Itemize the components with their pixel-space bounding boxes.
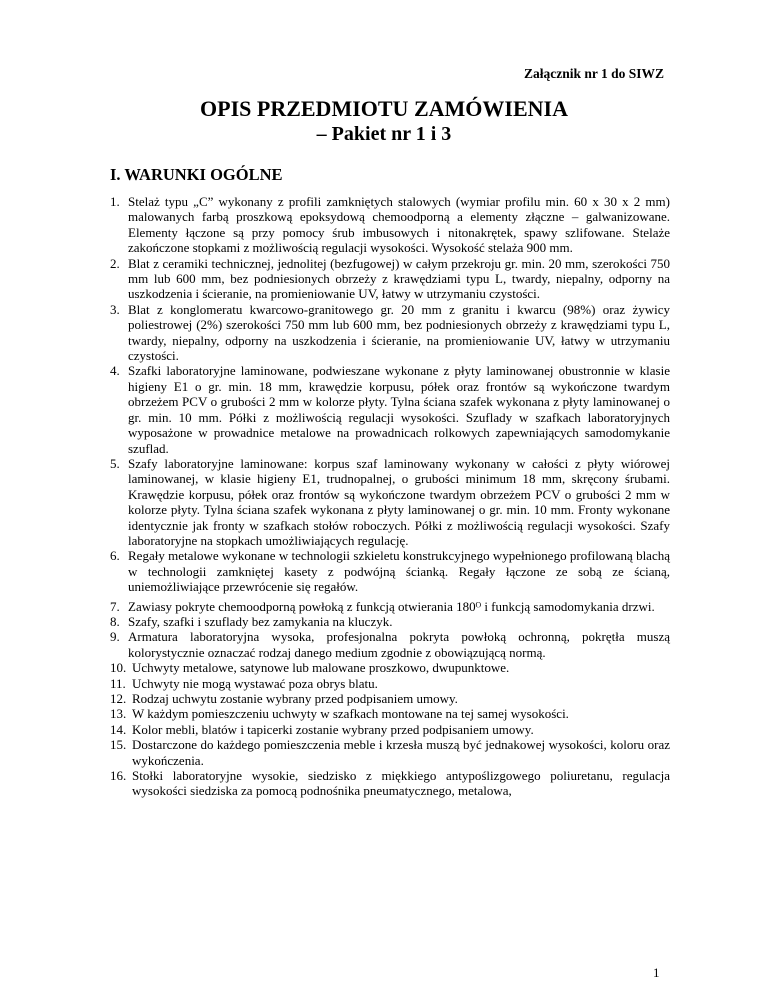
list-item-number: 15. bbox=[110, 737, 127, 753]
list-item-text: Blat z ceramiki technicznej, jednolitej (bezfugowej) w całym przekroju gr. min. 20 mm, szerokości 750 mm lub 600 mm, bez podniesionych obrzeży z krawędziami typu L, twardy, niepalny, odporny na uszkodzenia i ścieranie, na promieniowanie UV, łatwy w utrzymaniu czystości. bbox=[128, 255, 670, 302]
list-item-text: Uchwyty metalowe, satynowe lub malowane proszkowo, dwupunktowe. bbox=[132, 660, 510, 676]
list-item-number: 5. bbox=[110, 455, 120, 471]
list-item-number: 12. bbox=[110, 691, 127, 706]
list-item bbox=[110, 599, 670, 614]
list-item-number: 16. bbox=[110, 768, 127, 784]
list-item bbox=[110, 660, 670, 675]
list-item-text: Blat z konglomeratu kwarcowo-granitowego gr. 20 mm z granitu i kwarcu (98%) oraz żywicy poliestrowej (2%) szerokości 750 mm lub 600 mm, bez podniesionych obrzeży z krawędziami typu L, twardy, niepalny, odporny na uszkodzenia i ścieranie, na promieniowanie UV, łatwy w utrzymaniu czystości. bbox=[128, 301, 670, 364]
list-item-text: Szafy laboratoryjne laminowane: korpus szaf laminowany wykonany w całości z płyty wiórowej laminowanej, w klasie higieny E1, trudnopalnej, o grubości minimum 18 mm, skręcony śrubami. Krawędzie korpusu, półek oraz frontów są wykończone twardym obrzeżem PCV o grubości 2 mm w kolorze płyty. Tylna ściana szafek wykonana z płyty laminowanej o gr. min. 10 mm. Fronty wykonane identycznie jak fronty w szafkach stołów roboczych. Półki z możliwością regulacji wysokości. Szafy laboratoryjne na stopkach umożliwiających regulację. bbox=[128, 455, 670, 548]
list-item bbox=[110, 614, 670, 629]
document-subtitle: – Pakiet nr 1 i 3 bbox=[316, 123, 452, 145]
list-item-text: Rodzaj uchwytu zostanie wybrany przed podpisaniem umowy. bbox=[132, 691, 458, 706]
list-item-text: Stelaż typu „C” wykonany z profili zamkniętych stalowych (wymiar profilu min. 60 x 30 x 2 mm) malowanych farbą proszkową epoksydową chemoodporną a elementy złączne – galwanizowane. Elementy łączone są przy pomocy śrub imbusowych i nitonakrętek, spawy szlifowane. Stelaże zakończone stopkami z możliwością regulacji wysokości. Wysokość stelaża 900 mm. bbox=[128, 194, 670, 256]
list-item-number: 3. bbox=[110, 301, 120, 317]
list-item bbox=[110, 676, 670, 691]
list-item-text: Kolor mebli, blatów i tapicerki zostanie wybrany przed podpisaniem umowy. bbox=[132, 721, 534, 737]
list-item-number: 11. bbox=[110, 675, 126, 691]
list-item-text: W każdym pomieszczeniu uchwyty w szafkach montowane na tej samej wysokości. bbox=[132, 706, 569, 722]
page-number: 1 bbox=[653, 965, 660, 980]
document-title: OPIS PRZEDMIOTU ZAMÓWIENIA bbox=[200, 96, 568, 121]
list-item bbox=[110, 722, 670, 737]
list-item bbox=[110, 768, 670, 799]
list-item bbox=[110, 706, 670, 721]
list-item-text: Armatura laboratoryjna wysoka, profesjonalna pokryta powłoką ochronną, pokrętła muszą kolorystycznie oznaczać rodzaj danego medium zgodnie z obowiązującą normą. bbox=[128, 629, 670, 660]
list-item-text: Szafki laboratoryjne laminowane, podwieszane wykonane z płyty laminowanej obustronnie w klasie higieny E1 o gr. min. 18 mm, krawędzie korpusu, półek oraz frontów są wykończone twardym obrzeżem PCV o grubości 2 mm w kolorze płyty. Tylna ściana szafek wykonana z płyty laminowanej o gr. min. 10 mm. Półki z możliwością regulacji wysokości. Szuflady w szafkach laboratoryjnych wyposażone w prowadnice metalowe na prowadnicach rolkowych zapewniających samodomykanie szuflad. bbox=[128, 363, 670, 456]
list-item-number: 4. bbox=[110, 363, 120, 379]
section-heading: I. WARUNKI OGÓLNE bbox=[110, 165, 283, 184]
list-item bbox=[110, 194, 670, 256]
list-item bbox=[110, 456, 670, 548]
list-item-number: 9. bbox=[110, 629, 120, 645]
list-item-number: 14. bbox=[110, 721, 127, 737]
list-item-number: 2. bbox=[110, 255, 120, 271]
list-item-text: Stołki laboratoryjne wysokie, siedzisko z miękkiego antypoślizgowego poliuretanu, regulacja wysokości siedziska za pomocą podnośnika pneumatycznego, metalowa, bbox=[132, 768, 670, 799]
list-item-text: Uchwyty nie mogą wystawać poza obrys blatu. bbox=[132, 675, 378, 691]
list-item-text: Regały metalowe wykonane w technologii szkieletu konstrukcyjnego wypełnionego profilowaną blachą w technologii zamkniętej kasety z podwójną ścianką. Regały łączone ze sobą ze ścianą, uniemożliwiające przewrócenie się regałów. bbox=[128, 548, 670, 595]
list-item bbox=[110, 548, 670, 594]
list-item-number: 6. bbox=[110, 548, 120, 564]
list-item bbox=[110, 737, 670, 768]
list-item bbox=[110, 302, 670, 364]
list-item-number: 8. bbox=[110, 613, 120, 629]
list-item-number: 7. bbox=[110, 598, 120, 614]
list-item-text: Dostarczone do każdego pomieszczenia meble i krzesła muszą być jednakowej wysokości, koloru oraz wykończenia. bbox=[132, 737, 670, 768]
list-item bbox=[110, 629, 670, 660]
list-item bbox=[110, 691, 670, 706]
list-item-text: Zawiasy pokryte chemoodporną powłoką z funkcją otwierania 180ᴼ i funkcją samodomykania drzwi. bbox=[128, 598, 655, 614]
list-item-number: 13. bbox=[110, 706, 127, 722]
annex-label: Załącznik nr 1 do SIWZ bbox=[523, 66, 664, 81]
conditions-list bbox=[110, 194, 670, 799]
list-item bbox=[110, 256, 670, 302]
list-item-number: 1. bbox=[110, 194, 120, 209]
list-item-text: Szafy, szafki i szuflady bez zamykania na kluczyk. bbox=[128, 613, 393, 629]
list-item-number: 10. bbox=[110, 660, 127, 676]
list-item bbox=[110, 363, 670, 455]
